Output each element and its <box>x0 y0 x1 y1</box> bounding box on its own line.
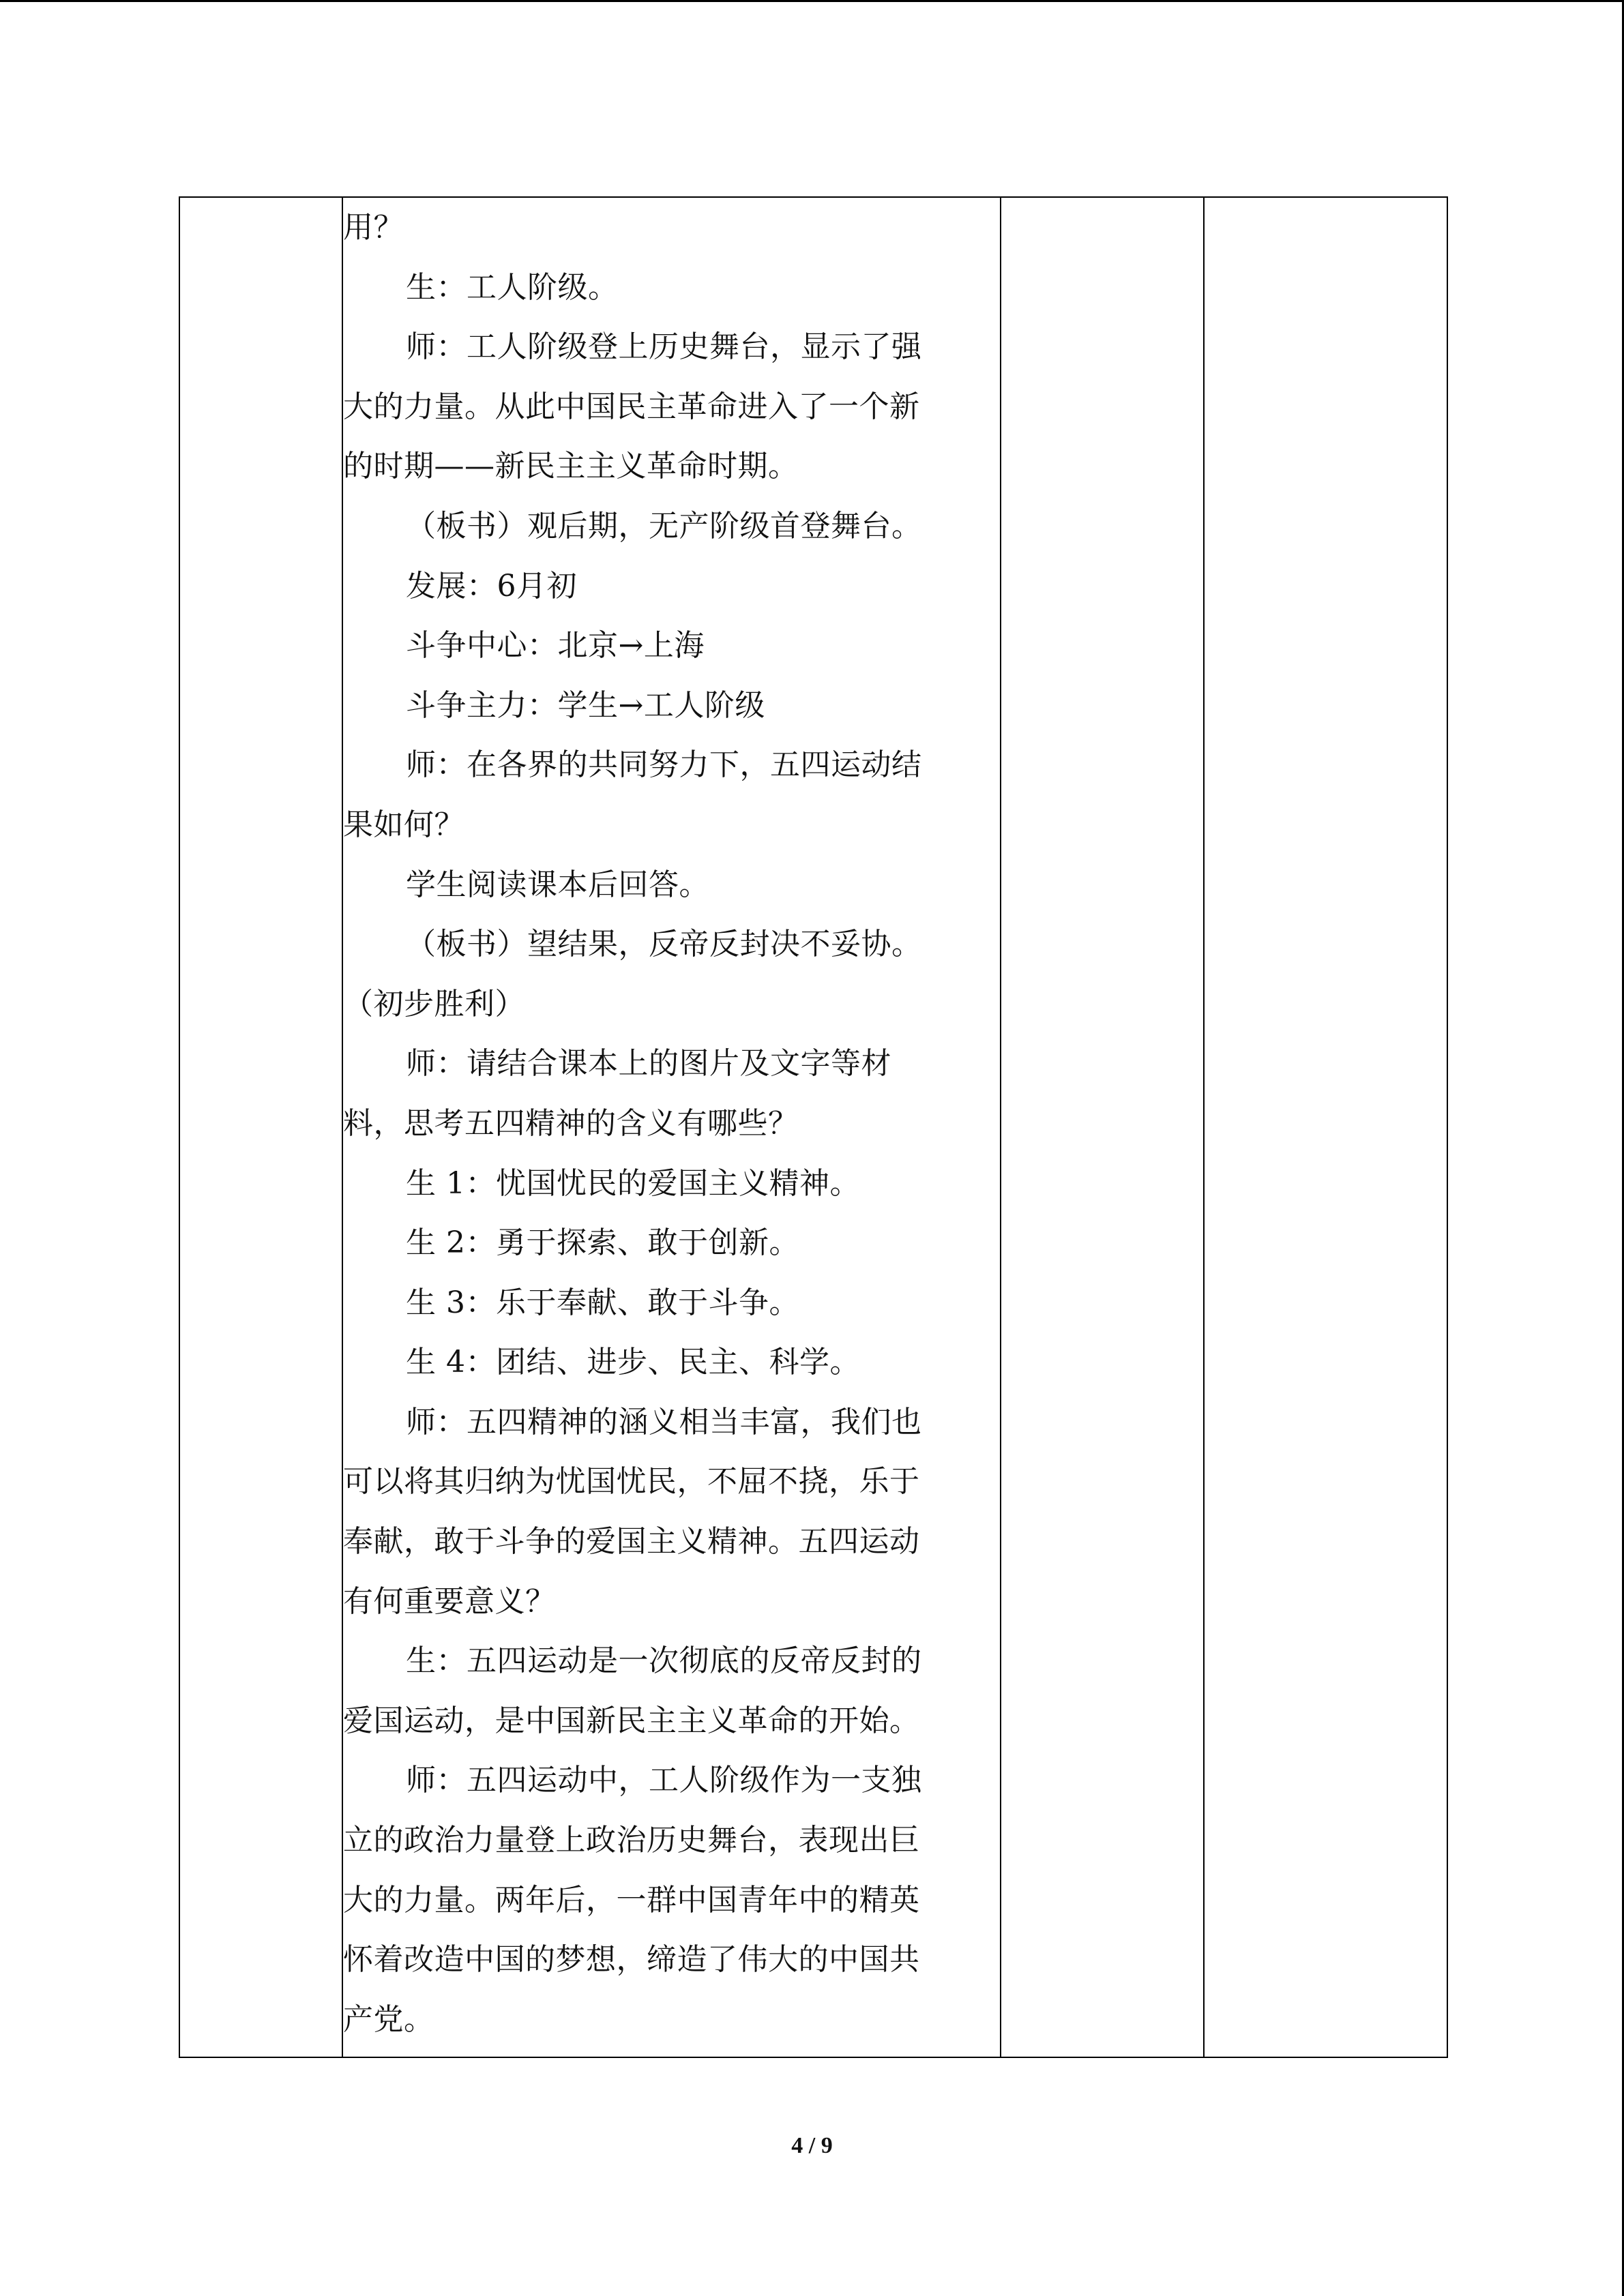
teaching-text <box>343 198 1000 2049</box>
text-line: 有何重要意义？ <box>343 1583 556 1619</box>
text-line: 料，思考五四精神的含义有哪些？ <box>343 1105 799 1141</box>
page-frame-top <box>0 0 1624 2</box>
text-line: 生：工人阶级。 <box>406 269 619 305</box>
text-line: 生 1：忧国忧民的爱国主义精神。 <box>406 1165 860 1201</box>
text-line: 的时期——新民主主义革命时期。 <box>343 449 799 484</box>
text-line: 斗争中心：北京→上海 <box>406 628 705 664</box>
lesson-plan-table <box>179 196 1448 2058</box>
text-line: 产党。 <box>343 2001 434 2037</box>
text-line: 生 3：乐于奉献、敢于斗争。 <box>406 1285 799 1320</box>
text-line: 师：五四精神的涵义相当丰富，我们也 <box>406 1404 922 1440</box>
page-number: 4 / 9 <box>791 2133 833 2158</box>
text-line: 爱国运动，是中国新民主主义革命的开始。 <box>343 1703 920 1738</box>
text-line: （板书）观后期，无产阶级首登舞台。 <box>406 508 922 543</box>
text-line: 可以将其归纳为忧国忧民，不屈不挠，乐于 <box>343 1464 920 1500</box>
table-cell-segment <box>179 197 342 2057</box>
text-line: 生 2：勇于探索、敢于创新。 <box>406 1225 799 1261</box>
text-line: 奉献，敢于斗争的爱国主义精神。五四运动 <box>343 1524 920 1560</box>
text-line: 生 4：团结、进步、民主、科学。 <box>406 1345 860 1380</box>
text-line: 怀着改造中国的梦想，缔造了伟大的中国共 <box>343 1942 920 1978</box>
table-cell-design-intent <box>1204 197 1447 2057</box>
text-line: 学生阅读课本后回答。 <box>406 867 709 902</box>
table-row <box>179 197 1447 2057</box>
table-cell-teaching-process <box>342 197 1001 2057</box>
table-cell-student-activity <box>1001 197 1204 2057</box>
text-line: 师：请结合课本上的图片及文字等材 <box>406 1046 891 1082</box>
text-line: 果如何？ <box>343 807 464 842</box>
text-line: 生：五四运动是一次彻底的反帝反封的 <box>406 1643 922 1679</box>
text-line: 师：工人阶级登上历史舞台，显示了强 <box>406 329 922 365</box>
text-line: 师：五四运动中，工人阶级作为一支独 <box>406 1763 922 1798</box>
text-line: （板书）望结果，反帝反封决不妥协。 <box>406 927 922 962</box>
text-line: 大的力量。从此中国民主革命进入了一个新 <box>343 389 920 424</box>
text-line: 立的政治力量登上政治历史舞台，表现出巨 <box>343 1823 920 1858</box>
text-line: 用？ <box>343 210 404 245</box>
text-line: （初步胜利） <box>343 986 525 1022</box>
text-line: 师：在各界的共同努力下，五四运动结 <box>406 747 922 783</box>
text-line: 发展：6月初 <box>406 568 577 603</box>
text-line: 大的力量。两年后，一群中国青年中的精英 <box>343 1882 920 1918</box>
text-line: 斗争主力：学生→工人阶级 <box>406 687 765 723</box>
